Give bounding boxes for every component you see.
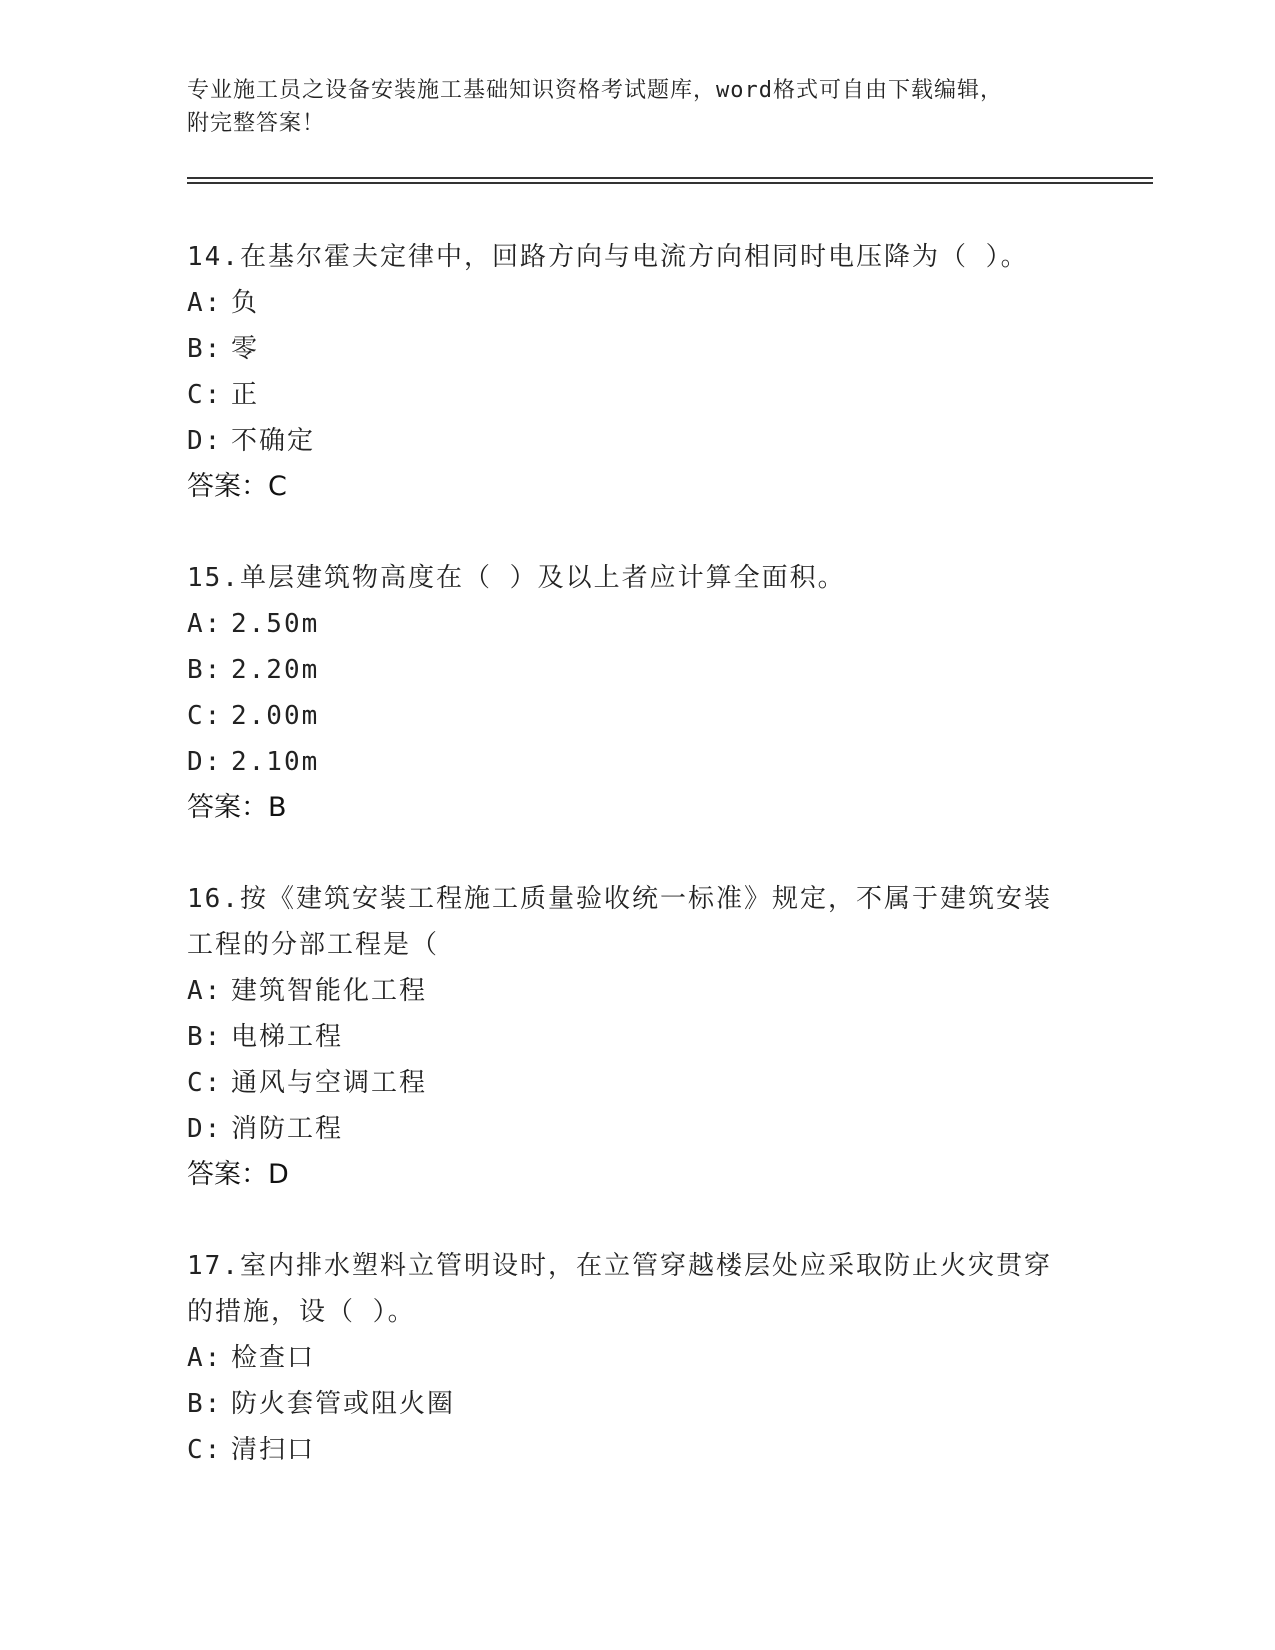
option-letter: C: [187,380,223,410]
option-letter: B: [187,334,223,364]
option-c [187,693,1087,739]
option-text: 2.50m [231,609,320,639]
option-b [187,326,1087,372]
option-letter: C: [187,1435,223,1465]
question-stem [187,876,1087,968]
answer-line: 答案：C [187,471,287,502]
question-stem-line: 工程的分部工程是（ [187,930,440,960]
question-list [187,234,1087,1518]
option-b [187,1381,1087,1427]
option-c [187,1060,1087,1106]
question-stem-line: 的措施，设（ ）。 [187,1297,416,1327]
option-text: 建筑智能化工程 [231,976,428,1006]
document-header [187,74,1087,140]
option-text: 清扫口 [231,1435,316,1465]
option-text: 2.10m [231,747,320,777]
option-text: 消防工程 [231,1114,344,1144]
option-text: 通风与空调工程 [231,1068,428,1098]
option-letter: C: [187,701,223,731]
option-letter: A: [187,976,223,1006]
option-c [187,1427,1087,1473]
header-divider-top [187,177,1153,179]
option-letter: B: [187,1389,223,1419]
option-text: 2.00m [231,701,320,731]
option-letter: D: [187,426,223,456]
option-text: 防火套管或阻火圈 [231,1389,456,1419]
answer-line: 答案：D [187,1159,289,1190]
option-c [187,372,1087,418]
option-b [187,1014,1087,1060]
option-d [187,1106,1087,1152]
option-letter: D: [187,1114,223,1144]
option-list [187,280,1087,464]
question-stem-line: 17.室内排水塑料立管明设时，在立管穿越楼层处应采取防止火灾贯穿 [187,1251,1052,1281]
header-line-1: 专业施工员之设备安装施工基础知识资格考试题库，word格式可自由下载编辑， [187,78,1003,103]
option-text: 零 [231,334,260,364]
answer-line: 答案：B [187,792,287,823]
option-letter: C: [187,1068,223,1098]
option-list [187,968,1087,1152]
question-stem-line: 14.在基尔霍夫定律中，回路方向与电流方向相同时电压降为（ ）。 [187,242,1029,272]
question-stem-line: 15.单层建筑物高度在（ ）及以上者应计算全面积。 [187,563,846,593]
question-16 [187,876,1087,1198]
option-text: 电梯工程 [231,1022,344,1052]
question-15 [187,555,1087,831]
option-letter: A: [187,609,223,639]
option-list [187,1335,1087,1473]
option-a [187,968,1087,1014]
option-text: 负 [231,288,260,318]
option-text: 2.20m [231,655,320,685]
option-letter: A: [187,288,223,318]
question-stem [187,234,1087,280]
question-stem [187,1243,1087,1335]
option-b [187,647,1087,693]
option-letter: B: [187,1022,223,1052]
option-text: 正 [231,380,260,410]
option-text: 不确定 [231,426,316,456]
option-a [187,1335,1087,1381]
question-stem-line: 16.按《建筑安装工程施工质量验收统一标准》规定，不属于建筑安装 [187,884,1052,914]
option-d [187,739,1087,785]
question-14 [187,234,1087,510]
header-divider-bottom [187,182,1153,184]
option-list [187,601,1087,785]
option-letter: D: [187,747,223,777]
question-stem [187,555,1087,601]
question-17 [187,1243,1087,1473]
option-letter: B: [187,655,223,685]
option-letter: A: [187,1343,223,1373]
option-a [187,280,1087,326]
option-d [187,418,1087,464]
header-line-2: 附完整答案！ [187,111,326,136]
option-text: 检查口 [231,1343,316,1373]
option-a [187,601,1087,647]
